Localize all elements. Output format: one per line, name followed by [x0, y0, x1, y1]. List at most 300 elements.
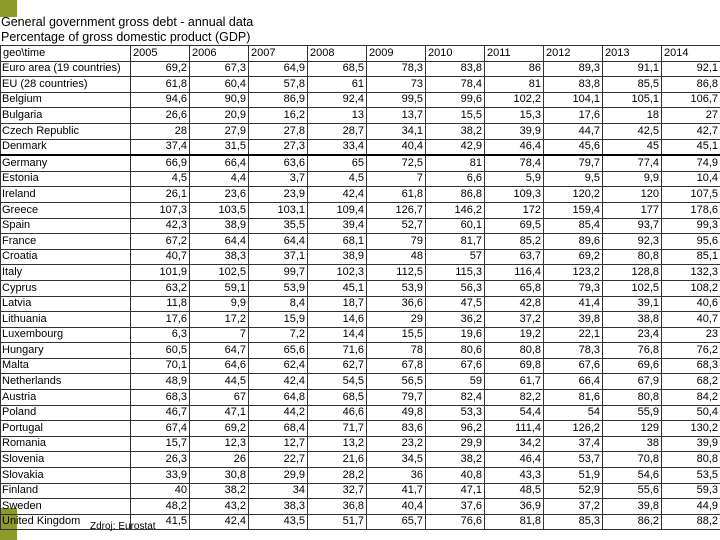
value-cell: 40,7: [131, 249, 190, 265]
value-cell: 146,2: [426, 202, 485, 218]
value-cell: 38,2: [190, 483, 249, 499]
value-cell: 116,4: [485, 265, 544, 281]
value-cell: 26,1: [131, 187, 190, 203]
value-cell: 45: [603, 139, 662, 155]
source-note: Zdroj: Eurostat: [90, 521, 156, 532]
value-cell: 59,1: [190, 280, 249, 296]
value-cell: 5,9: [485, 171, 544, 187]
value-cell: 43,3: [485, 468, 544, 484]
value-cell: 46,6: [308, 405, 367, 421]
value-cell: 42,7: [662, 123, 720, 139]
country-cell: Spain: [1, 218, 131, 234]
table-body: [1, 61, 720, 530]
value-cell: 7: [190, 327, 249, 343]
value-cell: 42,9: [426, 139, 485, 155]
value-cell: 41,7: [367, 483, 426, 499]
country-cell: Slovenia: [1, 452, 131, 468]
value-cell: 64,6: [190, 358, 249, 374]
value-cell: 48,5: [485, 483, 544, 499]
value-cell: 13,7: [367, 108, 426, 124]
value-cell: 23: [662, 327, 720, 343]
value-cell: 83,8: [544, 77, 603, 93]
value-cell: 40,4: [367, 139, 426, 155]
value-cell: 103,1: [249, 202, 308, 218]
table-row: [1, 280, 720, 296]
table-row: [1, 139, 720, 155]
table-row: [1, 374, 720, 390]
value-cell: 65: [308, 155, 367, 171]
value-cell: 96,2: [426, 421, 485, 437]
value-cell: 67,2: [131, 234, 190, 250]
value-cell: 37,4: [131, 139, 190, 155]
value-cell: 102,5: [603, 280, 662, 296]
value-cell: 69,2: [131, 61, 190, 77]
value-cell: 64,8: [249, 390, 308, 406]
value-cell: 126,7: [367, 202, 426, 218]
value-cell: 26: [190, 452, 249, 468]
value-cell: 77,4: [603, 155, 662, 171]
value-cell: 106,7: [662, 92, 720, 108]
value-cell: 55,6: [603, 483, 662, 499]
value-cell: 11,8: [131, 296, 190, 312]
country-cell: Netherlands: [1, 374, 131, 390]
table-row: [1, 171, 720, 187]
value-cell: 22,1: [544, 327, 603, 343]
value-cell: 34,2: [485, 436, 544, 452]
value-cell: 120: [603, 187, 662, 203]
table-row: [1, 92, 720, 108]
value-cell: 42,5: [603, 123, 662, 139]
value-cell: 73: [367, 77, 426, 93]
value-cell: 54,4: [485, 405, 544, 421]
value-cell: 46,4: [485, 452, 544, 468]
value-cell: 23,9: [249, 187, 308, 203]
value-cell: 17,2: [190, 312, 249, 328]
value-cell: 99,3: [662, 218, 720, 234]
value-cell: 16,2: [249, 108, 308, 124]
value-cell: 33,4: [308, 139, 367, 155]
value-cell: 38,9: [190, 218, 249, 234]
value-cell: 85,5: [603, 77, 662, 93]
value-cell: 59: [426, 374, 485, 390]
value-cell: 61,8: [131, 77, 190, 93]
value-cell: 130,2: [662, 421, 720, 437]
value-cell: 18,7: [308, 296, 367, 312]
value-cell: 53,3: [426, 405, 485, 421]
value-cell: 53,5: [662, 468, 720, 484]
value-cell: 71,7: [308, 421, 367, 437]
value-cell: 159,4: [544, 202, 603, 218]
value-cell: 44,9: [662, 499, 720, 515]
value-cell: 79,7: [544, 155, 603, 171]
value-cell: 62,4: [249, 358, 308, 374]
value-cell: 17,6: [544, 108, 603, 124]
value-cell: 79,3: [544, 280, 603, 296]
value-cell: 85,2: [485, 234, 544, 250]
table-row: [1, 452, 720, 468]
value-cell: 37,2: [485, 312, 544, 328]
value-cell: 112,5: [367, 265, 426, 281]
value-cell: 45,1: [308, 280, 367, 296]
value-cell: 56,3: [426, 280, 485, 296]
value-cell: 38: [603, 436, 662, 452]
value-cell: 86,9: [249, 92, 308, 108]
value-cell: 82,2: [485, 390, 544, 406]
value-cell: 31,5: [190, 139, 249, 155]
value-cell: 81,7: [426, 234, 485, 250]
value-cell: 93,7: [603, 218, 662, 234]
value-cell: 23,6: [190, 187, 249, 203]
value-cell: 43,2: [190, 499, 249, 515]
value-cell: 7,2: [249, 327, 308, 343]
value-cell: 86,8: [662, 77, 720, 93]
value-cell: 34,5: [367, 452, 426, 468]
value-cell: 39,1: [603, 296, 662, 312]
value-cell: 47,5: [426, 296, 485, 312]
value-cell: 38,2: [426, 123, 485, 139]
table-row: [1, 77, 720, 93]
value-cell: 41,4: [544, 296, 603, 312]
value-cell: 52,7: [367, 218, 426, 234]
value-cell: 28,7: [308, 123, 367, 139]
value-cell: 8,4: [249, 296, 308, 312]
value-cell: 38,3: [249, 499, 308, 515]
value-cell: 102,3: [308, 265, 367, 281]
value-cell: 89,6: [544, 234, 603, 250]
value-cell: 3,7: [249, 171, 308, 187]
value-cell: 15,5: [367, 327, 426, 343]
value-cell: 81,6: [544, 390, 603, 406]
value-cell: 67,8: [367, 358, 426, 374]
country-cell: Cyprus: [1, 280, 131, 296]
value-cell: 7: [367, 171, 426, 187]
country-cell: United Kingdom: [1, 514, 131, 530]
table-row: [1, 265, 720, 281]
value-cell: 99,6: [426, 92, 485, 108]
value-cell: 79: [367, 234, 426, 250]
value-cell: 26,3: [131, 452, 190, 468]
value-cell: 54: [544, 405, 603, 421]
country-cell: Lithuania: [1, 312, 131, 328]
value-cell: 104,1: [544, 92, 603, 108]
value-cell: 85,3: [544, 514, 603, 530]
value-cell: 62,7: [308, 358, 367, 374]
value-cell: 43,5: [249, 514, 308, 530]
header-year: 2014: [662, 46, 720, 62]
value-cell: 36,6: [367, 296, 426, 312]
value-cell: 107,3: [131, 202, 190, 218]
value-cell: 42,4: [190, 514, 249, 530]
value-cell: 44,5: [190, 374, 249, 390]
value-cell: 80,8: [603, 390, 662, 406]
value-cell: 35,5: [249, 218, 308, 234]
table-header-row: [1, 46, 720, 62]
value-cell: 80,6: [426, 343, 485, 359]
table-row: [1, 123, 720, 139]
value-cell: 109,4: [308, 202, 367, 218]
value-cell: 65,8: [485, 280, 544, 296]
value-cell: 20,9: [190, 108, 249, 124]
value-cell: 129: [603, 421, 662, 437]
value-cell: 111,4: [485, 421, 544, 437]
table-row: [1, 108, 720, 124]
value-cell: 76,2: [662, 343, 720, 359]
value-cell: 53,9: [367, 280, 426, 296]
value-cell: 9,5: [544, 171, 603, 187]
value-cell: 44,7: [544, 123, 603, 139]
table-row: [1, 499, 720, 515]
value-cell: 40,4: [367, 499, 426, 515]
value-cell: 63,7: [485, 249, 544, 265]
table-titles: [0, 15, 720, 45]
value-cell: 177: [603, 202, 662, 218]
country-cell: Luxembourg: [1, 327, 131, 343]
value-cell: 63,2: [131, 280, 190, 296]
value-cell: 71,6: [308, 343, 367, 359]
debt-table: [0, 45, 720, 530]
value-cell: 78,3: [367, 61, 426, 77]
value-cell: 22,7: [249, 452, 308, 468]
value-cell: 81: [426, 155, 485, 171]
value-cell: 32,7: [308, 483, 367, 499]
value-cell: 40,6: [662, 296, 720, 312]
value-cell: 37,4: [544, 436, 603, 452]
value-cell: 66,4: [190, 155, 249, 171]
header-year: 2009: [367, 46, 426, 62]
value-cell: 66,4: [544, 374, 603, 390]
value-cell: 70,1: [131, 358, 190, 374]
value-cell: 89,3: [544, 61, 603, 77]
value-cell: 67,4: [131, 421, 190, 437]
value-cell: 80,8: [603, 249, 662, 265]
value-cell: 37,6: [426, 499, 485, 515]
value-cell: 84,2: [662, 390, 720, 406]
value-cell: 47,1: [426, 483, 485, 499]
table-row: [1, 234, 720, 250]
value-cell: 61: [308, 77, 367, 93]
value-cell: 64,4: [190, 234, 249, 250]
value-cell: 10,4: [662, 171, 720, 187]
country-cell: Malta: [1, 358, 131, 374]
value-cell: 48: [367, 249, 426, 265]
value-cell: 48,9: [131, 374, 190, 390]
value-cell: 69,8: [485, 358, 544, 374]
country-cell: Slovakia: [1, 468, 131, 484]
value-cell: 34,1: [367, 123, 426, 139]
value-cell: 36,2: [426, 312, 485, 328]
value-cell: 78,4: [485, 155, 544, 171]
value-cell: 37,2: [544, 499, 603, 515]
value-cell: 68,4: [249, 421, 308, 437]
table-row: [1, 405, 720, 421]
value-cell: 132,3: [662, 265, 720, 281]
value-cell: 15,5: [426, 108, 485, 124]
value-cell: 28: [131, 123, 190, 139]
value-cell: 65,6: [249, 343, 308, 359]
country-cell: Croatia: [1, 249, 131, 265]
value-cell: 107,5: [662, 187, 720, 203]
table-row: [1, 390, 720, 406]
value-cell: 95,6: [662, 234, 720, 250]
value-cell: 27: [662, 108, 720, 124]
value-cell: 81: [485, 77, 544, 93]
table-row: [1, 218, 720, 234]
value-cell: 88,2: [662, 514, 720, 530]
value-cell: 15,9: [249, 312, 308, 328]
value-cell: 64,7: [190, 343, 249, 359]
table-row: [1, 358, 720, 374]
country-cell: Portugal: [1, 421, 131, 437]
value-cell: 46,7: [131, 405, 190, 421]
value-cell: 123,2: [544, 265, 603, 281]
value-cell: 40,7: [662, 312, 720, 328]
value-cell: 102,2: [485, 92, 544, 108]
table-row: [1, 343, 720, 359]
value-cell: 39,9: [485, 123, 544, 139]
value-cell: 14,4: [308, 327, 367, 343]
value-cell: 91,1: [603, 61, 662, 77]
value-cell: 18: [603, 108, 662, 124]
value-cell: 23,2: [367, 436, 426, 452]
value-cell: 54,5: [308, 374, 367, 390]
value-cell: 51,7: [308, 514, 367, 530]
header-year: 2007: [249, 46, 308, 62]
value-cell: 178,6: [662, 202, 720, 218]
table-row: [1, 61, 720, 77]
value-cell: 64,4: [249, 234, 308, 250]
value-cell: 15,3: [485, 108, 544, 124]
value-cell: 29,9: [426, 436, 485, 452]
value-cell: 46,4: [485, 139, 544, 155]
country-cell: Italy: [1, 265, 131, 281]
value-cell: 68,5: [308, 390, 367, 406]
value-cell: 36,9: [485, 499, 544, 515]
table-subtitle: Percentage of gross domestic product (GDP): [1, 30, 251, 44]
value-cell: 19,2: [485, 327, 544, 343]
table-title: General government gross debt - annual data: [1, 15, 254, 29]
country-cell: Czech Republic: [1, 123, 131, 139]
value-cell: 81,8: [485, 514, 544, 530]
value-cell: 82,4: [426, 390, 485, 406]
header-year: 2010: [426, 46, 485, 62]
value-cell: 38,3: [190, 249, 249, 265]
value-cell: 60,1: [426, 218, 485, 234]
table-row: [1, 202, 720, 218]
value-cell: 68,3: [662, 358, 720, 374]
value-cell: 59,3: [662, 483, 720, 499]
header-year: 2008: [308, 46, 367, 62]
header-year: 2006: [190, 46, 249, 62]
value-cell: 92,3: [603, 234, 662, 250]
value-cell: 99,7: [249, 265, 308, 281]
value-cell: 68,3: [131, 390, 190, 406]
value-cell: 44,2: [249, 405, 308, 421]
value-cell: 68,2: [662, 374, 720, 390]
value-cell: 74,9: [662, 155, 720, 171]
value-cell: 12,3: [190, 436, 249, 452]
value-cell: 64,9: [249, 61, 308, 77]
value-cell: 69,2: [544, 249, 603, 265]
value-cell: 80,8: [662, 452, 720, 468]
value-cell: 92,1: [662, 61, 720, 77]
value-cell: 47,1: [190, 405, 249, 421]
value-cell: 9,9: [603, 171, 662, 187]
value-cell: 90,9: [190, 92, 249, 108]
value-cell: 115,3: [426, 265, 485, 281]
country-cell: Denmark: [1, 139, 131, 155]
country-cell: Finland: [1, 483, 131, 499]
value-cell: 109,3: [485, 187, 544, 203]
value-cell: 14,6: [308, 312, 367, 328]
header-year: 2012: [544, 46, 603, 62]
value-cell: 103,5: [190, 202, 249, 218]
value-cell: 53,9: [249, 280, 308, 296]
value-cell: 66,9: [131, 155, 190, 171]
value-cell: 38,2: [426, 452, 485, 468]
value-cell: 29,9: [249, 468, 308, 484]
value-cell: 86: [485, 61, 544, 77]
value-cell: 15,7: [131, 436, 190, 452]
country-cell: Belgium: [1, 92, 131, 108]
value-cell: 63,6: [249, 155, 308, 171]
value-cell: 57,8: [249, 77, 308, 93]
value-cell: 13,2: [308, 436, 367, 452]
header-geo-time: geo\time: [1, 46, 131, 62]
header-year: 2005: [131, 46, 190, 62]
value-cell: 36: [367, 468, 426, 484]
value-cell: 6,6: [426, 171, 485, 187]
value-cell: 60,4: [190, 77, 249, 93]
value-cell: 27,9: [190, 123, 249, 139]
value-cell: 50,4: [662, 405, 720, 421]
value-cell: 69,6: [603, 358, 662, 374]
value-cell: 67,6: [544, 358, 603, 374]
country-cell: Euro area (19 countries): [1, 61, 131, 77]
value-cell: 53,7: [544, 452, 603, 468]
value-cell: 76,6: [426, 514, 485, 530]
value-cell: 55,9: [603, 405, 662, 421]
value-cell: 108,2: [662, 280, 720, 296]
value-cell: 94,6: [131, 92, 190, 108]
value-cell: 13: [308, 108, 367, 124]
value-cell: 28,2: [308, 468, 367, 484]
value-cell: 92,4: [308, 92, 367, 108]
value-cell: 67,9: [603, 374, 662, 390]
table-row: [1, 249, 720, 265]
value-cell: 39,8: [603, 499, 662, 515]
country-cell: Bulgaria: [1, 108, 131, 124]
country-cell: Romania: [1, 436, 131, 452]
country-cell: EU (28 countries): [1, 77, 131, 93]
value-cell: 61,8: [367, 187, 426, 203]
value-cell: 126,2: [544, 421, 603, 437]
value-cell: 26,6: [131, 108, 190, 124]
country-cell: Greece: [1, 202, 131, 218]
value-cell: 70,8: [603, 452, 662, 468]
value-cell: 21,6: [308, 452, 367, 468]
header-year: 2013: [603, 46, 662, 62]
value-cell: 65,7: [367, 514, 426, 530]
value-cell: 27,8: [249, 123, 308, 139]
table-row: [1, 312, 720, 328]
value-cell: 42,4: [308, 187, 367, 203]
value-cell: 78,4: [426, 77, 485, 93]
value-cell: 34: [249, 483, 308, 499]
table-row: [1, 421, 720, 437]
table-row: [1, 155, 720, 171]
country-cell: Estonia: [1, 171, 131, 187]
value-cell: 30,8: [190, 468, 249, 484]
